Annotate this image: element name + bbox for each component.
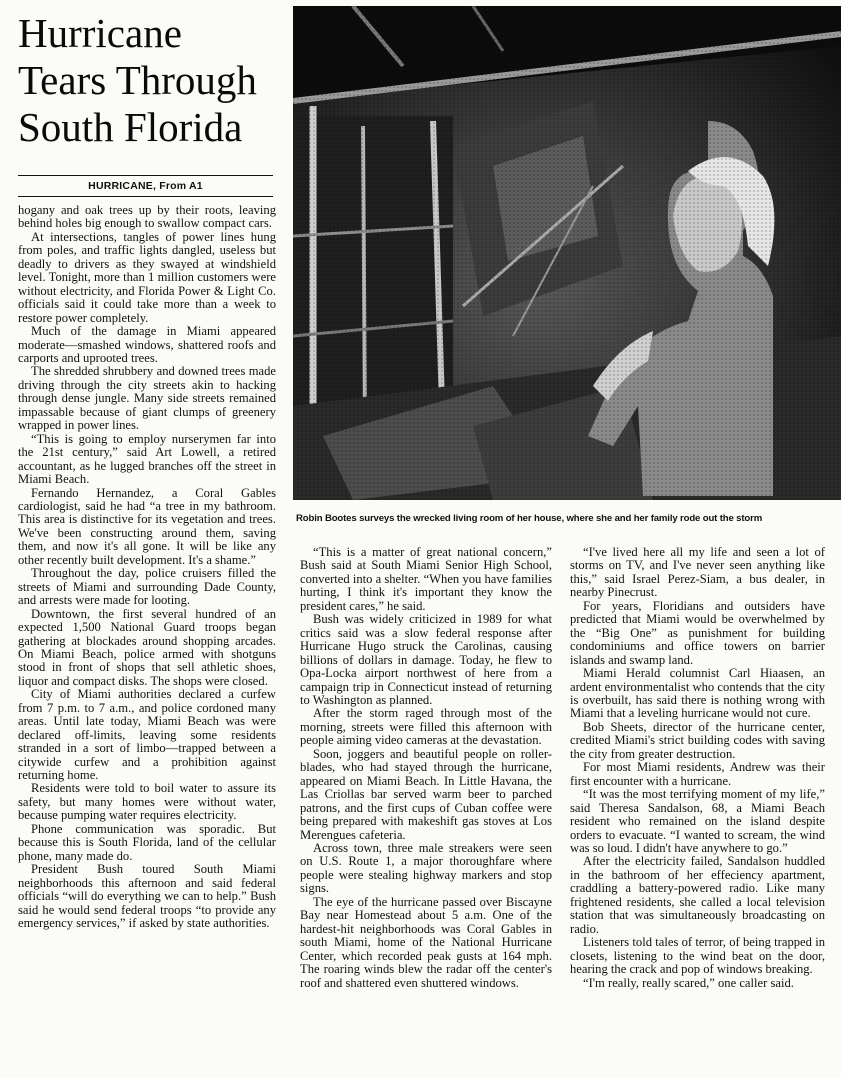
paragraph: Across town, three male streakers were seen on U.S. Route 1, a major thoroughfare where people were stealing highway markers and stop signs. [300, 840, 552, 896]
photo-caption: Robin Bootes surveys the wrecked living room of her house, where she and her family rode out the storm [296, 513, 763, 524]
headline-line: Tears Through [18, 57, 257, 103]
paragraph: “I'm really, really scared,” one caller said. [583, 975, 794, 990]
paragraph: The eye of the hurricane passed over Biscayne Bay near Homestead about 5 a.m. One of the hardest-hit neighborhoods was Coral Gables in south Miami, home of the National Hurricane Center, which recorded peak gusts at 164 mph. The roaring winds blew the radar off the center's roof and shattered even shuttered windows. [300, 894, 552, 990]
jump-line: HURRICANE, From A1 [88, 180, 203, 192]
paragraph: Bush was widely criticized in 1989 for what critics said was a slow federal response after Hurricane Hugo struck the Carolinas, causing billions of dollars in damage. Today, he flew to Opa-Locka airport northwest of here from a campaign trip in Connecticut instead of returning to Washington as planned. [300, 612, 552, 707]
paragraph: After the storm raged through most of the morning, streets were filled this afternoon with people aiming video cameras at the devastation. [300, 706, 552, 748]
article-column-3 [570, 546, 825, 990]
article-column-1 [18, 204, 276, 930]
paragraph: Throughout the day, police cruisers filled the streets of Miami and surrounding Dade County, and arrests were made for looting. [18, 566, 276, 608]
paragraph: Fernando Hernandez, a Coral Gables cardiologist, said he had “a tree in my bathroom. This area is distinctive for its vegetation and trees. We've been constructing around them, saving them, and now it's all gone. It will be like any other recently built development. It's a shame.” [18, 485, 276, 567]
paragraph: hogany and oak trees up by their roots, leaving behind holes big enough to swallow compact cars. [18, 203, 276, 231]
news-photo [293, 6, 841, 500]
paragraph: For years, Floridians and outsiders have predicted that Miami would be overwhelmed by the “Big One” as punishment for building condominiums and office towers on barrier islands and swamp land. [570, 598, 825, 667]
paragraph: The shredded shrubbery and downed trees made driving through the city streets akin to hacking through dense jungle. Many side streets remained impassable because of giant clumps of greenery wrapped in power lines. [18, 364, 276, 433]
paragraph: Much of the damage in Miami appeared moderate—smashed windows, shattered roofs and carports and uprooted trees. [18, 324, 276, 365]
paragraph: City of Miami authorities declared a curfew from 7 p.m. to 7 a.m., and police cordoned many areas. Until late today, Miami Beach was were declared off-limits, leaving some residents stranded in a sort of limbo—trapped between a citywide curfew and a prohibition against returning home. [18, 687, 276, 783]
paragraph: After the electricity failed, Sandalson huddled in the bathroom of her effeciency apartment, craddling a battery-powered radio. Like many frightened residents, she called a local television station that was simultaneously broadcasting on radio. [570, 854, 825, 936]
paragraph: “I've lived here all my life and seen a lot of storms on TV, and I've never seen anything like this,” said Israel Perez-Siam, a bus dealer, in nearby Pinecrust. [570, 545, 825, 600]
article-column-2 [300, 546, 552, 990]
paragraph: Phone communication was sporadic. But because this is South Florida, land of the cellular phone, many made do. [18, 821, 276, 863]
headline-line: Hurricane [18, 10, 182, 56]
paragraph: “It was the most terrifying moment of my life,” said Theresa Sandalson, 68, a Miami Beach resident who remained on the island despite orders to evacuate. “I wanted to scream, the wind was so loud. I didn't have anywhere to go.” [570, 787, 825, 855]
paragraph: Soon, joggers and beautiful people on roller-blades, who had stayed through the hurricane, appeared on Miami Beach. In Little Havana, the Las Criollas bar served warm beer to parched patrons, and the first cups of Cuban coffee were being prepared with makeshift gas stoves at Los Merengues cafeteria. [300, 746, 552, 842]
headline [18, 10, 283, 151]
paragraph: Miami Herald columnist Carl Hiaasen, an ardent environmentalist who contends that the city is overbuilt, has said there is nothing wrong with Miami that a leveling hurricane would not cure. [570, 666, 825, 721]
paragraph: For most Miami residents, Andrew was their first encounter with a hurricane. [570, 760, 825, 788]
paragraph: “This is a matter of great national concern,” Bush said at South Miami Senior High School, converted into a shelter. “When you have families hurting, I think it's important they know the president cares,” he said. [300, 545, 552, 613]
paragraph: “This is going to employ nurserymen far into the 21st century,” said Art Lowell, a retired accountant, as he lugged branches off the street in Miami Beach. [18, 431, 276, 487]
rule-divider [18, 196, 273, 197]
paragraph: Residents were told to boil water to assure its safety, but many homes were without water, because pumping water requires electricity. [18, 781, 276, 823]
headline-line: South Florida [18, 104, 243, 150]
paragraph: At intersections, tangles of power lines hung from poles, and traffic lights dangled, useless but deadly to drivers as they swayed at windshield level. Tonight, more than 1 million customers were without electricity, and Florida Power & Light Co. officials said it could take more than a week to restore power completely. [18, 229, 276, 325]
rule-divider [18, 175, 273, 176]
paragraph: Listeners told tales of terror, of being trapped in closets, listening to the wind beat on the door, hearing the crack and pop of windows breaking. [570, 935, 825, 977]
paragraph: Downtown, the first several hundred of an expected 1,500 National Guard troops began gathering at blockades around shopping arcades. On Miami Beach, police armed with shotguns stood in front of shops that sell athletic shoes, liquor and compact disks. The shops were closed. [18, 606, 276, 688]
paragraph: President Bush toured South Miami neighborhoods this afternoon and said federal officials “will do everything we can to help.” Bush said he would send federal troops “to provide any emergency services,” if asked by state authorities. [18, 862, 276, 931]
paragraph: Bob Sheets, director of the hurricane center, credited Miami's strict building codes with saving the city from greater destruction. [570, 719, 825, 761]
